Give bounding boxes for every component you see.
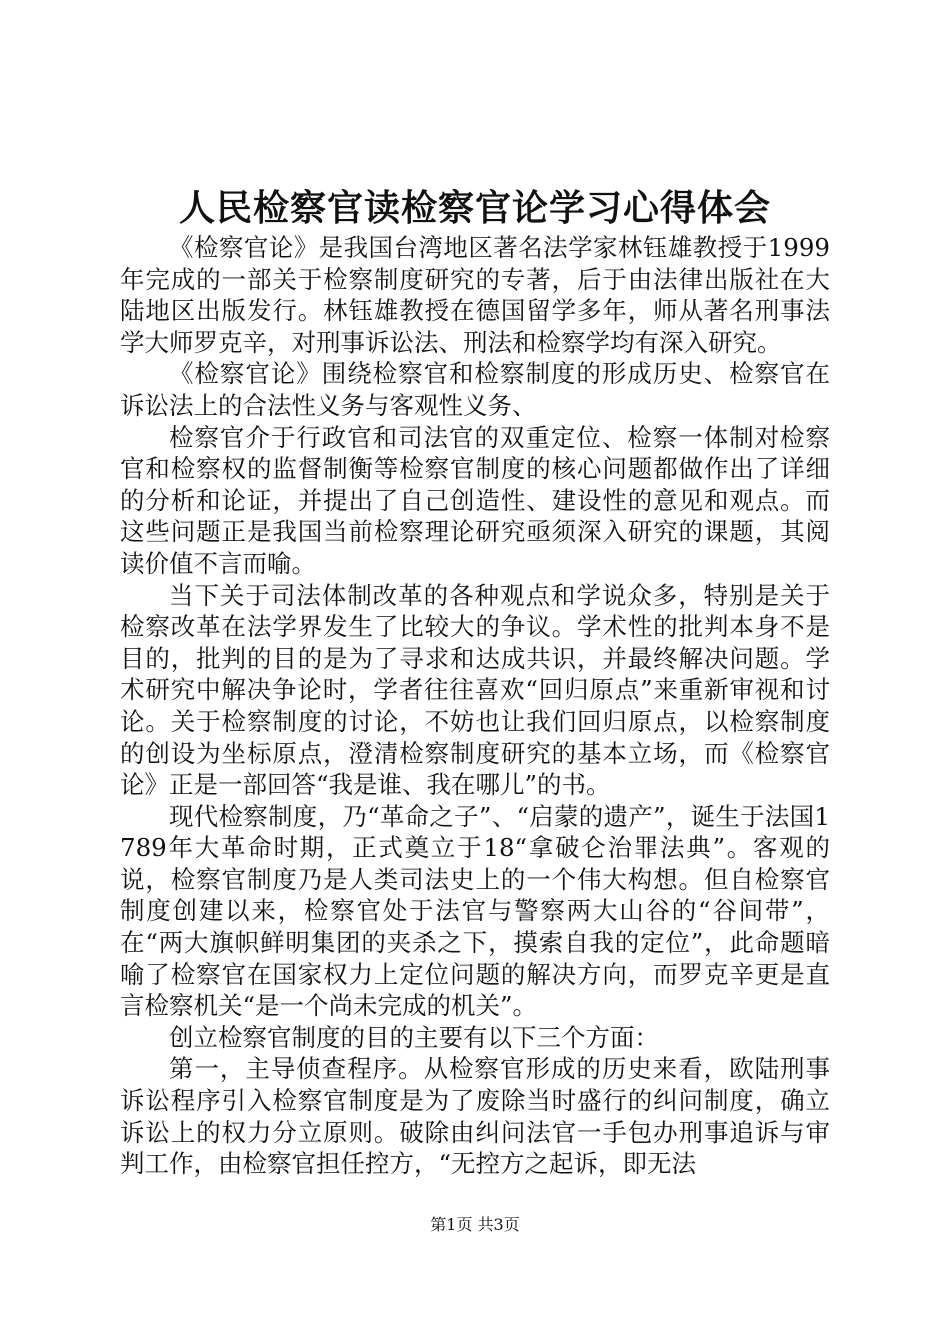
paragraph-7: 第一，主导侦查程序。从检察官形成的历史来看，欧陆刑事诉讼程序引入检察官制度是为了废除当时盛行的纠问制度，确立诉讼上的权力分立原则。破除由纠问法官一手包办刑事追诉与审判工作，由检察官担任控方，“无控方之起诉，即无法: [120, 1054, 830, 1179]
paragraph-5: 现代检察制度，乃“革命之子”、“启蒙的遗产”，诞生于法国1789年大革命时期，正式奠立于18“拿破仑治罪法典”。客观的说，检察官制度乃是人类司法史上的一个伟大构想。但自检察官制度创建以来，检察官处于法官与警察两大山谷的“谷间带”，在“两大旗帜鲜明集团的夹杀之下，摸索自我的定位”，此命题暗喻了检察官在国家权力上定位问题的解决方向，而罗克辛更是直言检察机关“是一个尚未完成的机关”。: [120, 801, 830, 1021]
paragraph-1: 《检察官论》是我国台湾地区著名法学家林钰雄教授于1999年完成的一部关于检察制度研究的专著，后于由法律出版社在大陆地区出版发行。林钰雄教授在德国留学多年，师从著名刑事法学大师罗克辛，对刑事诉讼法、刑法和检察学均有深入研究。: [120, 233, 830, 357]
document-body: [120, 232, 830, 1180]
paragraph-6: 创立检察官制度的目的主要有以下三个方面：: [169, 1022, 659, 1052]
document-title: 人民检察官读检察官论学习心得体会: [178, 187, 771, 229]
paragraph-2: 《检察官论》围绕检察官和检察制度的形成历史、检察官在诉讼法上的合法性义务与客观性义务、: [120, 359, 830, 420]
page-footer: 第1页 共3页: [430, 1215, 520, 1234]
paragraph-3: 检察官介于行政官和司法官的双重定位、检察一体制对检察官和检察权的监督制衡等检察官制度的核心问题都做作出了详细的分析和论证，并提出了自己创造性、建设性的意见和观点。而这些问题正是我国当前检察理论研究亟须深入研究的课题，其阅读价值不言而喻。: [120, 422, 830, 578]
paragraph-4: 当下关于司法体制改革的各种观点和学说众多，特别是关于检察改革在法学界发生了比较大的争议。学术性的批判本身不是目的，批判的目的是为了寻求和达成共识，并最终解决问题。学术研究中解决争论时，学者往往喜欢“回归原点”来重新审视和讨论。关于检察制度的讨论，不妨也让我们回归原点，以检察制度的创设为坐标原点，澄清检察制度研究的基本立场，而《检察官论》正是一部回答“我是谁、我在哪儿”的书。: [120, 580, 830, 800]
